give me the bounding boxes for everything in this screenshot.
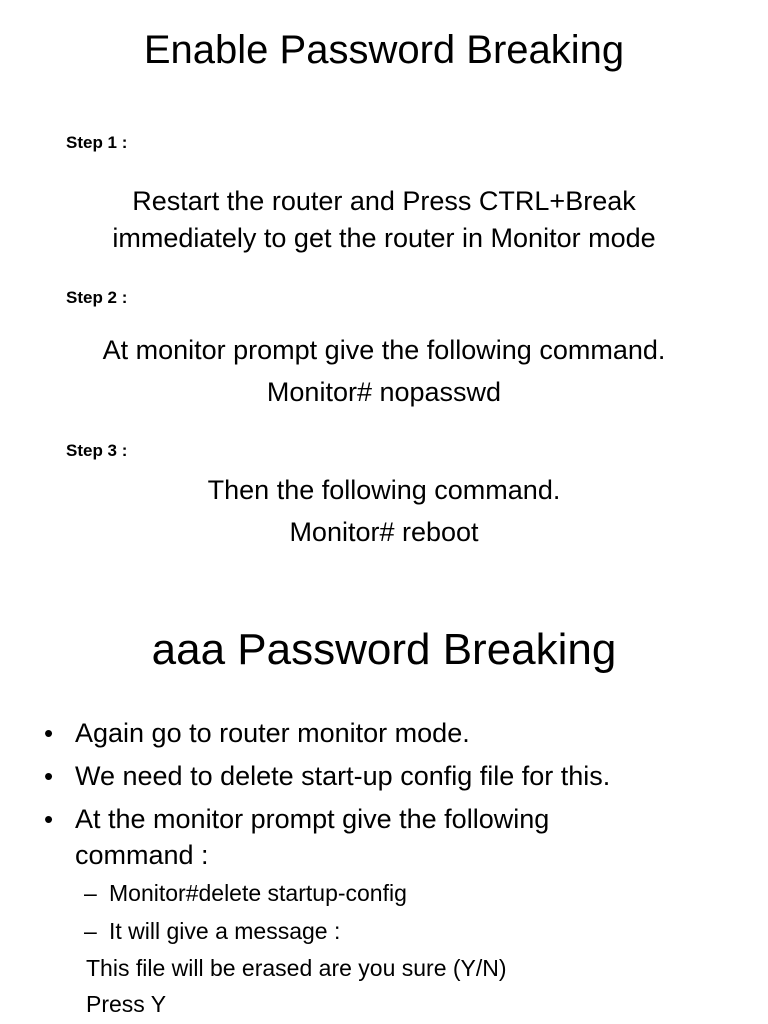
step-text-line: Restart the router and Press CTRL+Break bbox=[132, 186, 636, 216]
bullet-icon: • bbox=[44, 761, 54, 791]
command-line: Monitor# nopasswd bbox=[266, 377, 502, 407]
bullet-item: At the monitor prompt give the following bbox=[75, 804, 550, 834]
step-label: Step 3 : bbox=[66, 441, 128, 460]
slide-title: aaa Password Breaking bbox=[151, 625, 617, 674]
message-line: Press Y bbox=[86, 991, 167, 1017]
step-label: Step 1 : bbox=[66, 133, 128, 152]
step-label: Step 2 : bbox=[66, 288, 128, 307]
bullet-item-continuation: command : bbox=[75, 840, 209, 870]
step-text-line: immediately to get the router in Monitor mode bbox=[112, 223, 656, 253]
bullet-icon: • bbox=[44, 804, 54, 834]
bullet-icon: • bbox=[44, 718, 54, 748]
bullet-item: We need to delete start-up config file for this. bbox=[75, 761, 611, 791]
bullet-item: Again go to router monitor mode. bbox=[75, 718, 470, 748]
step-text-line: At monitor prompt give the following command. bbox=[102, 335, 666, 365]
slide-title: Enable Password Breaking bbox=[143, 28, 625, 72]
sub-item: Monitor#delete startup-config bbox=[109, 880, 407, 906]
dash-icon: – bbox=[84, 880, 97, 906]
sub-item: It will give a message : bbox=[109, 918, 341, 944]
step-text-line: Then the following command. bbox=[207, 475, 561, 505]
message-line: This file will be erased are you sure (Y/N) bbox=[86, 955, 507, 981]
command-line: Monitor# reboot bbox=[289, 517, 479, 547]
dash-icon: – bbox=[84, 918, 97, 944]
